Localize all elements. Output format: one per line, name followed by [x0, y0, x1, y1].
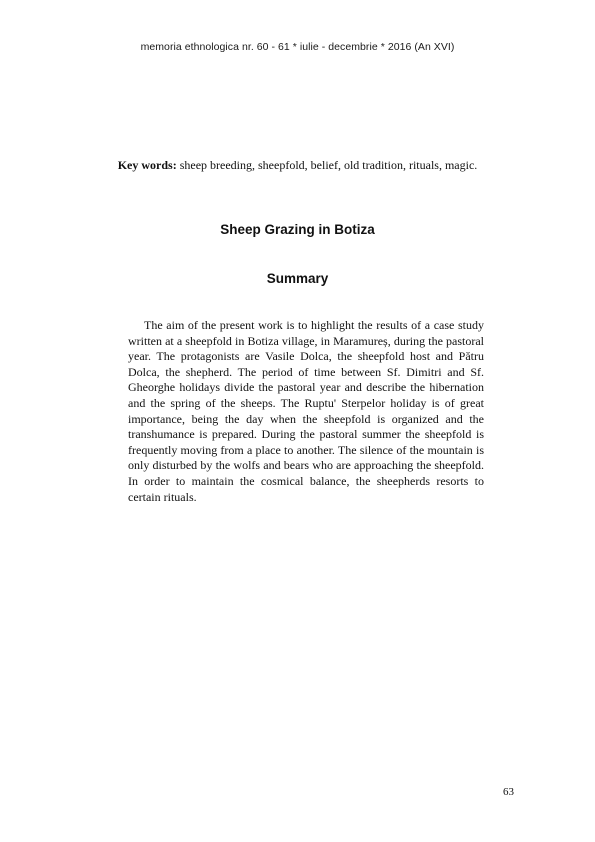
page-number: 63	[503, 786, 514, 798]
summary-paragraph: The aim of the present work is to highlight the results of a case study written at a sheepfold in Botiza village, in Maramureș, during the pastoral year. The protagonists are Vasile Dolca, the sheepfold host and Pătru Dolca, the shepherd. The period of time between Sf. Dimitri and Sf. Gheorghe holidays divide the pastoral year and describe the hibernation and the spring of the sheeps. The Ruptu' Sterpelor holiday is of great importance, being the day when the sheepfold is organized and the transhumance is prepared. During the pastoral summer the sheepfold is frequently moving from a place to another. The silence of the mountain is only disturbed by the wolfs and bears who are approaching the sheepfold. In order to maintain the cosmical balance, the sheepherds resorts to certain rituals.	[128, 318, 484, 504]
article-title: Sheep Grazing in Botiza	[220, 222, 375, 237]
running-header: memoria ethnologica nr. 60 - 61 * iulie - decembrie * 2016 (An XVI)	[140, 41, 455, 53]
keywords-text: sheep breeding, sheepfold, belief, old tradition, rituals, magic.	[176, 158, 478, 172]
keywords-label: Key words:	[117, 158, 177, 172]
keywords-line	[0, 158, 595, 173]
summary-heading: Summary	[266, 271, 329, 286]
